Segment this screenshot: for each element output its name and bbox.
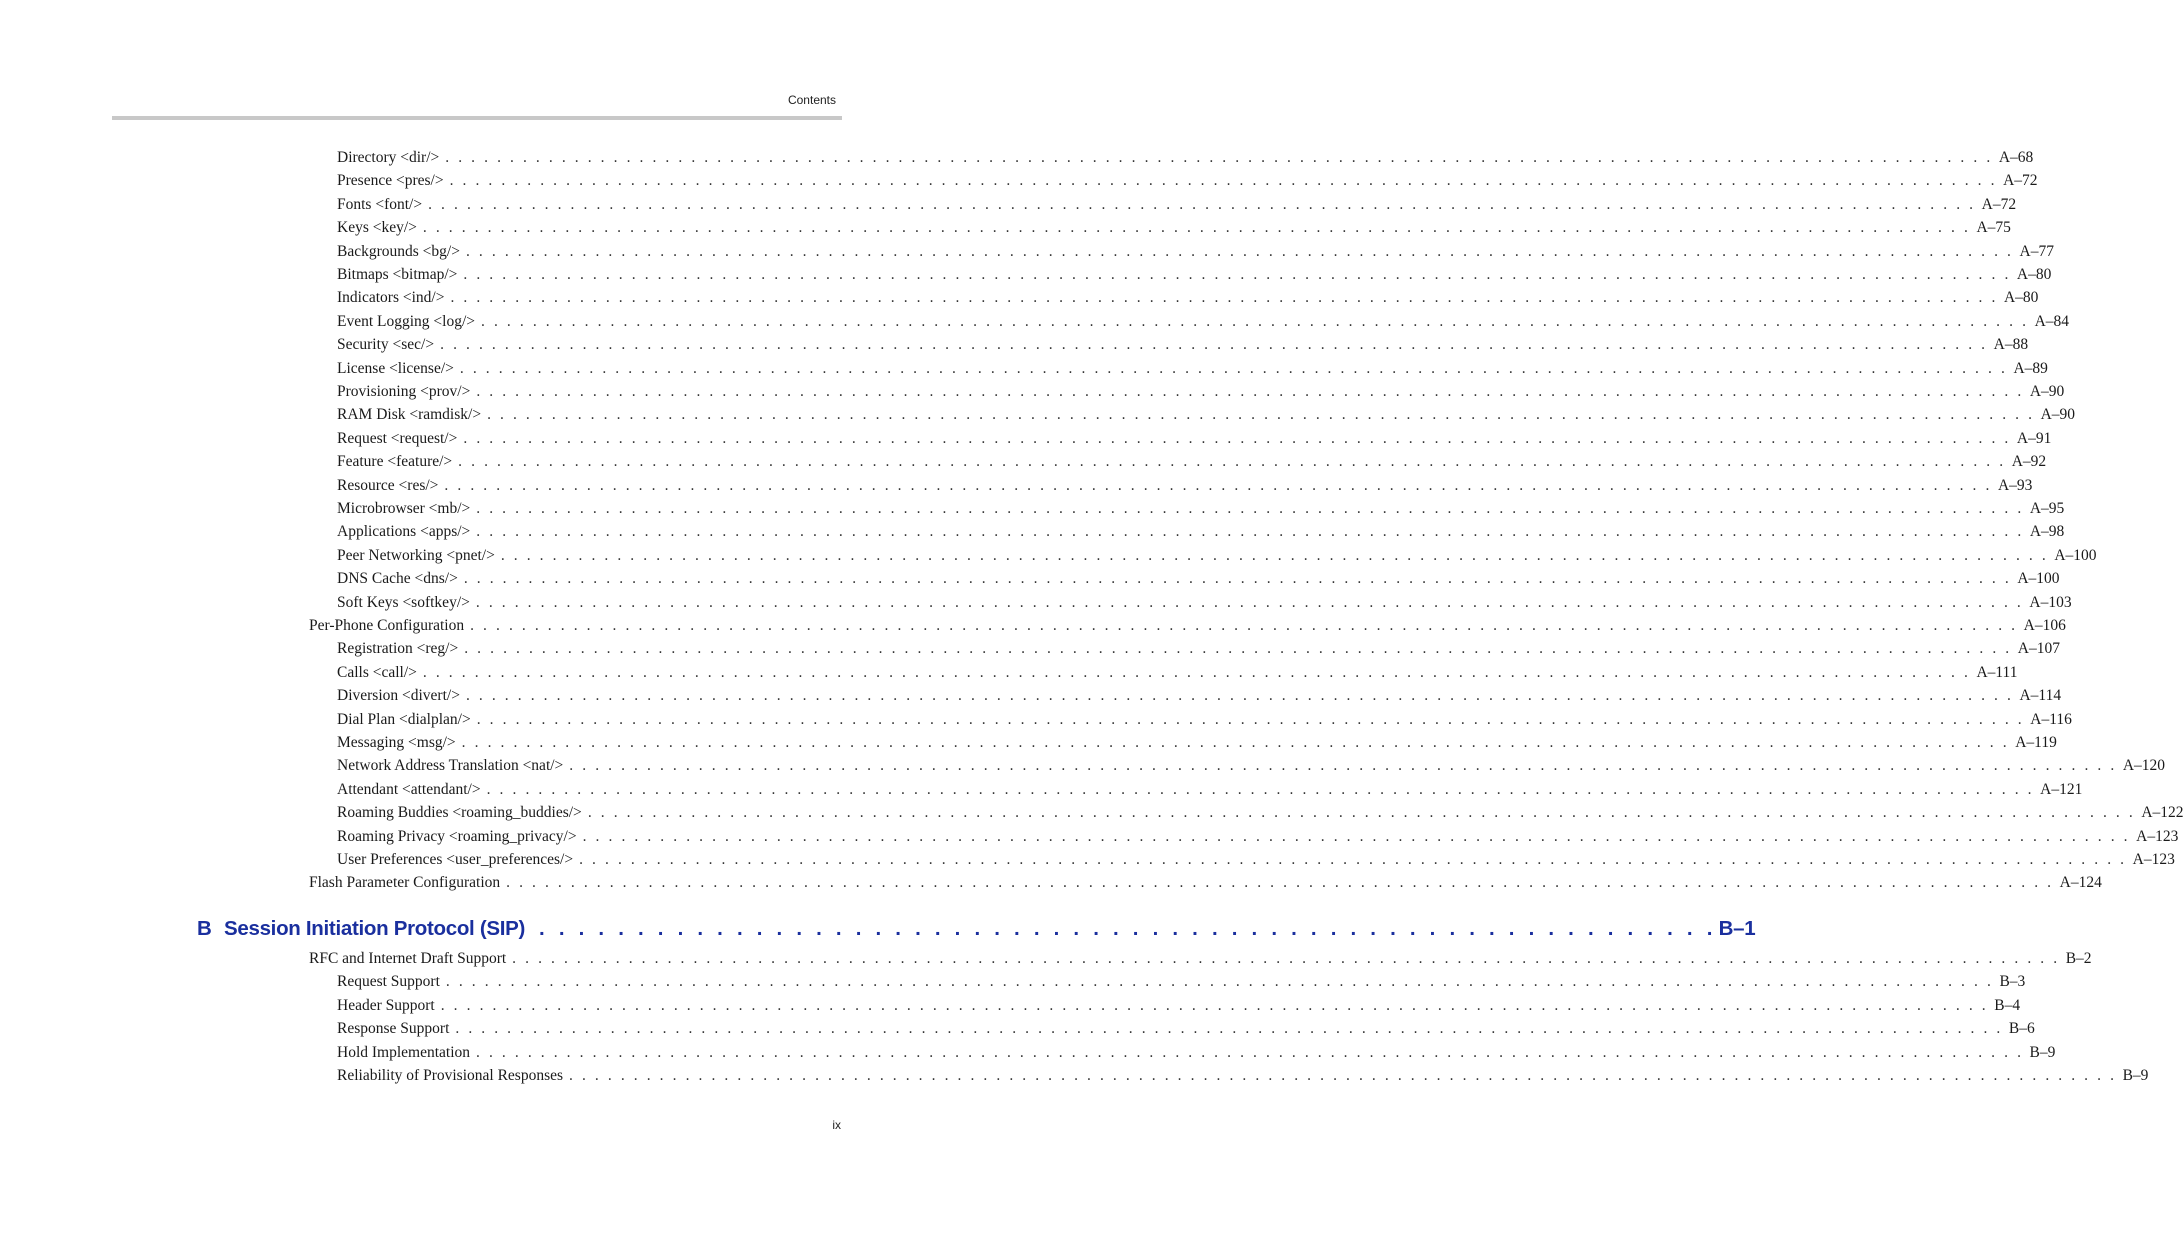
toc-entry[interactable]: [337, 453, 2047, 471]
toc-entry[interactable]: [309, 874, 2102, 892]
toc-entry-label: Security <sec/>: [337, 336, 435, 354]
toc-entry-page: A–107: [2017, 640, 2060, 658]
toc-entry-page: A–103: [2029, 593, 2072, 611]
toc-entry-label: Roaming Buddies <roaming_buddies/>: [337, 804, 582, 822]
toc-entry[interactable]: [309, 617, 2066, 635]
toc-entry[interactable]: [337, 804, 2184, 822]
toc-dot-leader: . . . . . . . . . . . . . . . . . . . . . . . . . . . . . . . . . . . . . . . . . . . . . . . . . . . . . . . . . . . . . . . . . . . . . . . . . . . . . . . . . . . . . . . . . . . . . . . . . . . . . . . . . . . . . . . . . . . . . . . .: [428, 195, 1976, 213]
toc-entry[interactable]: [337, 1020, 2035, 1038]
toc-dot-leader: . . . . . . . . . . . . . . . . . . . . . . . . . . . . . . . . . . . . . . . . . . . . . . . . . . . . . . . . . . . . . . . . . . . . . . . . . . . . . . . . . . . . . . . . . . . . . . . . . . . . . . . . . . . . . . . . . . . . . . . .: [440, 336, 1988, 354]
toc-entry[interactable]: [337, 546, 2097, 565]
toc-entry-page: A–98: [2029, 523, 2065, 541]
toc-dot-leader: . . . . . . . . . . . . . . . . . . . . . . . . . . . . . . . . . . . . . . . . . . . . . . . . . . . . . . . . . . . . . . . . . . . . . . . . . . . . . . . . . . . . . . . . . . . . . . . . . . . . . . . . . . . . . . . . . . . . . . . .: [487, 406, 2035, 424]
toc-entry[interactable]: [337, 827, 2179, 846]
toc-dot-leader: . . . . . . . . . . . . . . . . . . . . . . . . . . . . . . . . . . . . . . . . . . . . . . . . . . . . . . . . . . . . . . . . . . . . . . . . . . . . . . . . . . . . . . . . . . . . . . . . . . . . . . . . . . . . . . . . . . . . . . . .: [463, 429, 2011, 447]
toc-entry-page: A–116: [2030, 710, 2072, 728]
chapter-dot-leader: . . . . . . . . . . . . . . . . . . . . . . . . . . . . . . . . . . . . . . . . . . . . . . . . . . . . . . . . . . . .: [539, 917, 1717, 940]
toc-entry-label: Registration <reg/>: [337, 640, 459, 658]
toc-entry-page: A–77: [2019, 242, 2054, 260]
toc-dot-leader: . . . . . . . . . . . . . . . . . . . . . . . . . . . . . . . . . . . . . . . . . . . . . . . . . . . . . . . . . . . . . . . . . . . . . . . . . . . . . . . . . . . . . . . . . . . . . . . . . . . . . . . . . . . . . . . . . . . . . . . .: [579, 851, 2127, 868]
toc-entry[interactable]: [337, 757, 2166, 775]
toc-entry-label: Applications <apps/>: [337, 523, 471, 541]
toc-entry-page: A–119: [2015, 734, 2057, 751]
toc-entry[interactable]: [337, 359, 2048, 378]
toc-entry-label: User Preferences <user_preferences/>: [337, 851, 574, 868]
toc-dot-leader: . . . . . . . . . . . . . . . . . . . . . . . . . . . . . . . . . . . . . . . . . . . . . . . . . . . . . . . . . . . . . . . . . . . . . . . . . . . . . . . . . . . . . . . . . . . . . . . . . . . . . . . . . . . . . . . . . . . . . . . .: [465, 242, 2014, 260]
toc-dot-leader: . . . . . . . . . . . . . . . . . . . . . . . . . . . . . . . . . . . . . . . . . . . . . . . . . . . . . . . . . . . . . . . . . . . . . . . . . . . . . . . . . . . . . . . . . . . . . . . . . . . . . . . . . . . . . . . . . . . . . . . .: [458, 453, 2006, 471]
toc-entry-page: B–9: [2122, 1067, 2149, 1084]
toc-entry-page: B–6: [2008, 1020, 2035, 1038]
toc-dot-leader: . . . . . . . . . . . . . . . . . . . . . . . . . . . . . . . . . . . . . . . . . . . . . . . . . . . . . . . . . . . . . . . . . . . . . . . . . . . . . . . . . . . . . . . . . . . . . . . . . . . . . . . . . . . . . . . . . . . . . . . .: [445, 973, 1994, 991]
toc-entry[interactable]: [337, 570, 2060, 588]
toc-dot-leader: . . . . . . . . . . . . . . . . . . . . . . . . . . . . . . . . . . . . . . . . . . . . . . . . . . . . . . . . . . . . . . . . . . . . . . . . . . . . . . . . . . . . . . . . . . . . . . . . . . . . . . . . . . . . . . . . . . . . . . . .: [506, 874, 2054, 892]
toc-entry-label: Request <request/>: [337, 429, 458, 447]
header-section-label: Contents: [787, 93, 836, 107]
toc-dot-leader: . . . . . . . . . . . . . . . . . . . . . . . . . . . . . . . . . . . . . . . . . . . . . . . . . . . . . . . . . . . . . . . . . . . . . . . . . . . . . . . . . . . . . . . . . . . . . . . . . . . . . . . . . . . . . . . . . . . . . . . .: [463, 570, 2012, 588]
toc-entry[interactable]: [337, 195, 2017, 214]
toc-entry-label: Flash Parameter Configuration: [309, 874, 501, 892]
toc-entry[interactable]: [337, 500, 2065, 518]
toc-entry-label: Keys <key/>: [337, 219, 417, 237]
chapter-letter: B: [197, 917, 212, 940]
toc-entry[interactable]: [337, 242, 2054, 261]
toc-entry[interactable]: [337, 429, 2052, 448]
toc-entry-label: Resource <res/>: [337, 476, 439, 494]
toc-entry-label: Hold Implementation: [337, 1043, 471, 1061]
toc-dot-leader: . . . . . . . . . . . . . . . . . . . . . . . . . . . . . . . . . . . . . . . . . . . . . . . . . . . . . . . . . . . . . . . . . . . . . . . . . . . . . . . . . . . . . . . . . . . . . . . . . . . . . . . . . . . . . . . . . . . . . . . .: [476, 383, 2024, 400]
toc-entry[interactable]: [337, 734, 2057, 752]
toc-entry[interactable]: [337, 476, 2033, 495]
toc-dot-leader: . . . . . . . . . . . . . . . . . . . . . . . . . . . . . . . . . . . . . . . . . . . . . . . . . . . . . . . . . . . . . . . . . . . . . . . . . . . . . . . . . . . . . . . . . . . . . . . . . . . . . . . . . . . . . . . . . . . . . . . .: [459, 359, 2008, 377]
toc-dot-leader: . . . . . . . . . . . . . . . . . . . . . . . . . . . . . . . . . . . . . . . . . . . . . . . . . . . . . . . . . . . . . . . . . . . . . . . . . . . . . . . . . . . . . . . . . . . . . . . . . . . . . . . . . . . . . . . . . . . . . . . .: [512, 950, 2060, 967]
toc-entry-label: RAM Disk <ramdisk/>: [337, 406, 482, 424]
toc-dot-leader: . . . . . . . . . . . . . . . . . . . . . . . . . . . . . . . . . . . . . . . . . . . . . . . . . . . . . . . . . . . . . . . . . . . . . . . . . . . . . . . . . . . . . . . . . . . . . . . . . . . . . . . . . . . . . . . . . . . . . . . .: [500, 546, 2049, 564]
toc-entry-label: Event Logging <log/>: [337, 312, 476, 330]
toc-entry-page: A–80: [2003, 289, 2039, 307]
toc-dot-leader: . . . . . . . . . . . . . . . . . . . . . . . . . . . . . . . . . . . . . . . . . . . . . . . . . . . . . . . . . . . . . . . . . . . . . . . . . . . . . . . . . . . . . . . . . . . . . . . . . . . . . . . . . . . . . . . . . . . . . . . .: [464, 640, 2012, 658]
toc-entry[interactable]: [337, 996, 2021, 1015]
toc-entry-page: B–3: [1999, 973, 2026, 991]
toc-dot-leader: . . . . . . . . . . . . . . . . . . . . . . . . . . . . . . . . . . . . . . . . . . . . . . . . . . . . . . . . . . . . . . . . . . . . . . . . . . . . . . . . . . . . . . . . . . . . . . . . . . . . . . . . . . . . . . . . . . . . . . . .: [461, 734, 2010, 751]
toc-entry-page: B–2: [2065, 950, 2092, 967]
toc-entry-page: B–4: [1994, 996, 2021, 1014]
toc-entry-page: A–106: [2023, 617, 2066, 634]
toc-entry[interactable]: [337, 336, 2029, 354]
toc-entry[interactable]: [309, 950, 2092, 968]
toc-entry[interactable]: [337, 266, 2052, 284]
toc-entry[interactable]: [337, 149, 2034, 167]
toc-entry-label: Per-Phone Configuration: [309, 617, 465, 634]
toc-entry[interactable]: [337, 289, 2039, 307]
toc-entry-page: A–93: [1997, 476, 2033, 494]
toc-dot-leader: . . . . . . . . . . . . . . . . . . . . . . . . . . . . . . . . . . . . . . . . . . . . . . . . . . . . . . . . . . . . . . . . . . . . . . . . . . . . . . . . . . . . . . . . . . . . . . . . . . . . . . . . . . . . . . . . . . . . . . . .: [569, 1067, 2117, 1084]
toc-entry-label: RFC and Internet Draft Support: [309, 950, 507, 967]
header-rule: [112, 116, 842, 120]
toc-entry-label: Microbrowser <mb/>: [337, 500, 471, 517]
toc-entry-page: A–75: [1976, 219, 2011, 237]
toc-entry-label: License <license/>: [337, 359, 454, 377]
toc-entry[interactable]: [337, 219, 2011, 237]
toc-entry-page: A–123: [2132, 851, 2175, 868]
toc-entry[interactable]: [337, 780, 2083, 799]
toc-entry-label: Bitmaps <bitmap/>: [337, 266, 458, 283]
toc-dot-leader: . . . . . . . . . . . . . . . . . . . . . . . . . . . . . . . . . . . . . . . . . . . . . . . . . . . . . . . . . . . . . . . . . . . . . . . . . . . . . . . . . . . . . . . . . . . . . . . . . . . . . . . . . . . . . . . . . . . . . . . .: [476, 500, 2024, 517]
toc-entry[interactable]: [337, 1067, 2149, 1085]
toc-dot-leader: . . . . . . . . . . . . . . . . . . . . . . . . . . . . . . . . . . . . . . . . . . . . . . . . . . . . . . . . . . . . . . . . . . . . . . . . . . . . . . . . . . . . . . . . . . . . . . . . . . . . . . . . . . . . . . . . . . . . . . . .: [486, 780, 2035, 798]
toc-dot-leader: . . . . . . . . . . . . . . . . . . . . . . . . . . . . . . . . . . . . . . . . . . . . . . . . . . . . . . . . . . . . . . . . . . . . . . . . . . . . . . . . . . . . . . . . . . . . . . . . . . . . . . . . . . . . . . . . . . . . . . . .: [440, 996, 1989, 1014]
chapter-page: B–1: [1718, 917, 1756, 940]
toc-dot-leader: . . . . . . . . . . . . . . . . . . . . . . . . . . . . . . . . . . . . . . . . . . . . . . . . . . . . . . . . . . . . . . . . . . . . . . . . . . . . . . . . . . . . . . . . . . . . . . . . . . . . . . . . . . . . . . . . . . . . . . . .: [455, 1020, 2003, 1038]
toc-entry-label: Messaging <msg/>: [337, 734, 456, 751]
toc-entry-page: A–114: [2019, 687, 2062, 705]
toc-entry-page: A–111: [1976, 663, 2018, 681]
toc-entry-label: Response Support: [337, 1020, 450, 1038]
toc-entry[interactable]: [337, 593, 2072, 612]
toc-dot-leader: . . . . . . . . . . . . . . . . . . . . . . . . . . . . . . . . . . . . . . . . . . . . . . . . . . . . . . . . . . . . . . . . . . . . . . . . . . . . . . . . . . . . . . . . . . . . . . . . . . . . . . . . . . . . . . . . . . . . . . . .: [465, 687, 2014, 705]
toc-dot-leader: . . . . . . . . . . . . . . . . . . . . . . . . . . . . . . . . . . . . . . . . . . . . . . . . . . . . . . . . . . . . . . . . . . . . . . . . . . . . . . . . . . . . . . . . . . . . . . . . . . . . . . . . . . . . . . . . . . . . . . . .: [481, 312, 2029, 330]
toc-entry-label: Network Address Translation <nat/>: [337, 757, 564, 775]
toc-entry[interactable]: [337, 383, 2065, 401]
toc-entry-page: A–120: [2122, 757, 2166, 775]
toc-entry-page: A–80: [2016, 266, 2052, 283]
toc-entry-page: A–90: [2029, 383, 2065, 400]
toc-entry-label: Directory <dir/>: [337, 149, 440, 166]
toc-entry-page: A–88: [1993, 336, 2029, 354]
toc-entry-label: Request Support: [337, 973, 440, 991]
toc-dot-leader: . . . . . . . . . . . . . . . . . . . . . . . . . . . . . . . . . . . . . . . . . . . . . . . . . . . . . . . . . . . . . . . . . . . . . . . . . . . . . . . . . . . . . . . . . . . . . . . . . . . . . . . . . . . . . . . . . . . . . . . .: [470, 617, 2018, 634]
toc-entry-label: Presence <pres/>: [337, 172, 444, 190]
toc-dot-leader: . . . . . . . . . . . . . . . . . . . . . . . . . . . . . . . . . . . . . . . . . . . . . . . . . . . . . . . . . . . . . . . . . . . . . . . . . . . . . . . . . . . . . . . . . . . . . . . . . . . . . . . . . . . . . . . . . . . . . . . .: [450, 289, 1998, 307]
toc-entry[interactable]: [337, 710, 2072, 729]
toc-entry-page: A–100: [2017, 570, 2060, 588]
toc-dot-leader: . . . . . . . . . . . . . . . . . . . . . . . . . . . . . . . . . . . . . . . . . . . . . . . . . . . . . . . . . . . . . . . . . . . . . . . . . . . . . . . . . . . . . . . . . . . . . . . . . . . . . . . . . . . . . . . . . . . . . . . .: [582, 827, 2131, 845]
chapter-heading[interactable]: [197, 917, 1756, 941]
chapter-title: Session Initiation Protocol (SIP): [224, 917, 526, 940]
toc-entry[interactable]: [337, 851, 2175, 869]
toc-entry-label: Indicators <ind/>: [337, 289, 445, 307]
toc-entry-label: Provisioning <prov/>: [337, 383, 471, 400]
toc-entry-label: Attendant <attendant/>: [337, 780, 481, 798]
toc-dot-leader: . . . . . . . . . . . . . . . . . . . . . . . . . . . . . . . . . . . . . . . . . . . . . . . . . . . . . . . . . . . . . . . . . . . . . . . . . . . . . . . . . . . . . . . . . . . . . . . . . . . . . . . . . . . . . . . . . . . . . . . .: [444, 476, 1992, 494]
toc-dot-leader: . . . . . . . . . . . . . . . . . . . . . . . . . . . . . . . . . . . . . . . . . . . . . . . . . . . . . . . . . . . . . . . . . . . . . . . . . . . . . . . . . . . . . . . . . . . . . . . . . . . . . . . . . . . . . . . . . . . . . . . .: [569, 757, 2117, 775]
toc-entry[interactable]: [337, 640, 2060, 658]
toc-entry-page: A–92: [2011, 453, 2047, 471]
toc-entry[interactable]: [337, 406, 2076, 424]
toc-entry-label: Fonts <font/>: [337, 195, 423, 213]
toc-entry[interactable]: [337, 172, 2038, 190]
toc-dot-leader: . . . . . . . . . . . . . . . . . . . . . . . . . . . . . . . . . . . . . . . . . . . . . . . . . . . . . . . . . . . . . . . . . . . . . . . . . . . . . . . . . . . . . . . . . . . . . . . . . . . . . . . . . . . . . . . . . . . . . . . .: [463, 266, 2011, 283]
toc-dot-leader: . . . . . . . . . . . . . . . . . . . . . . . . . . . . . . . . . . . . . . . . . . . . . . . . . . . . . . . . . . . . . . . . . . . . . . . . . . . . . . . . . . . . . . . . . . . . . . . . . . . . . . . . . . . . . . . . . . . . . . . .: [476, 523, 2024, 541]
toc-entry-page: A–122: [2141, 804, 2184, 822]
toc-entry-label: Peer Networking <pnet/>: [337, 546, 495, 564]
toc-entry-page: A–123: [2136, 827, 2179, 845]
toc-entry-label: DNS Cache <dns/>: [337, 570, 458, 588]
toc-entry[interactable]: [337, 663, 2018, 682]
toc-entry[interactable]: [337, 523, 2065, 541]
toc-entry[interactable]: [337, 312, 2070, 331]
toc-entry[interactable]: [337, 1043, 2056, 1062]
toc-dot-leader: . . . . . . . . . . . . . . . . . . . . . . . . . . . . . . . . . . . . . . . . . . . . . . . . . . . . . . . . . . . . . . . . . . . . . . . . . . . . . . . . . . . . . . . . . . . . . . . . . . . . . . . . . . . . . . . . . . . . . . . .: [422, 219, 1971, 237]
toc-dot-leader: . . . . . . . . . . . . . . . . . . . . . . . . . . . . . . . . . . . . . . . . . . . . . . . . . . . . . . . . . . . . . . . . . . . . . . . . . . . . . . . . . . . . . . . . . . . . . . . . . . . . . . . . . . . . . . . . . . . . . . . .: [475, 593, 2024, 611]
toc-entry-label: Feature <feature/>: [337, 453, 453, 471]
toc-entry-page: A–124: [2059, 874, 2102, 892]
toc-entry-page: A–90: [2040, 406, 2076, 424]
toc-dot-leader: . . . . . . . . . . . . . . . . . . . . . . . . . . . . . . . . . . . . . . . . . . . . . . . . . . . . . . . . . . . . . . . . . . . . . . . . . . . . . . . . . . . . . . . . . . . . . . . . . . . . . . . . . . . . . . . . . . . . . . . .: [587, 804, 2136, 822]
toc-entry[interactable]: [337, 687, 2062, 705]
footer-page-number: ix: [832, 1118, 841, 1132]
toc-dot-leader: . . . . . . . . . . . . . . . . . . . . . . . . . . . . . . . . . . . . . . . . . . . . . . . . . . . . . . . . . . . . . . . . . . . . . . . . . . . . . . . . . . . . . . . . . . . . . . . . . . . . . . . . . . . . . . . . . . . . . . . .: [476, 710, 2025, 728]
toc-entry-label: Soft Keys <softkey/>: [337, 593, 470, 611]
toc-entry-label: Backgrounds <bg/>: [337, 242, 460, 260]
toc-entry-label: Header Support: [337, 996, 435, 1014]
toc-entry-label: Reliability of Provisional Responses: [337, 1067, 564, 1084]
toc-entry-label: Diversion <divert/>: [337, 687, 460, 705]
toc-entry[interactable]: [337, 973, 2026, 991]
toc-entry-page: A–72: [1981, 195, 2017, 213]
toc-entry-label: Calls <call/>: [337, 663, 417, 681]
toc-entry-page: A–84: [2034, 312, 2070, 330]
toc-entry-label: Dial Plan <dialplan/>: [337, 710, 471, 728]
toc-dot-leader: . . . . . . . . . . . . . . . . . . . . . . . . . . . . . . . . . . . . . . . . . . . . . . . . . . . . . . . . . . . . . . . . . . . . . . . . . . . . . . . . . . . . . . . . . . . . . . . . . . . . . . . . . . . . . . . . . . . . . . . .: [476, 1043, 2024, 1061]
toc-dot-leader: . . . . . . . . . . . . . . . . . . . . . . . . . . . . . . . . . . . . . . . . . . . . . . . . . . . . . . . . . . . . . . . . . . . . . . . . . . . . . . . . . . . . . . . . . . . . . . . . . . . . . . . . . . . . . . . . . . . . . . . .: [422, 663, 1971, 681]
toc-entry-label: Roaming Privacy <roaming_privacy/>: [337, 827, 577, 845]
toc-entry-page: A–68: [1998, 149, 2034, 166]
toc-entry-page: A–91: [2016, 429, 2052, 447]
toc-entry-page: A–121: [2040, 780, 2083, 798]
toc-entry-page: A–89: [2013, 359, 2048, 377]
toc-entry-page: A–100: [2054, 546, 2097, 564]
toc-entry-page: A–72: [2003, 172, 2038, 190]
toc-dot-leader: . . . . . . . . . . . . . . . . . . . . . . . . . . . . . . . . . . . . . . . . . . . . . . . . . . . . . . . . . . . . . . . . . . . . . . . . . . . . . . . . . . . . . . . . . . . . . . . . . . . . . . . . . . . . . . . . . . . . . . . .: [449, 172, 1998, 190]
toc-entry-page: A–95: [2029, 500, 2065, 517]
toc-dot-leader: . . . . . . . . . . . . . . . . . . . . . . . . . . . . . . . . . . . . . . . . . . . . . . . . . . . . . . . . . . . . . . . . . . . . . . . . . . . . . . . . . . . . . . . . . . . . . . . . . . . . . . . . . . . . . . . . . . . . . . . .: [445, 149, 1993, 166]
toc-entry-page: B–9: [2029, 1043, 2056, 1061]
